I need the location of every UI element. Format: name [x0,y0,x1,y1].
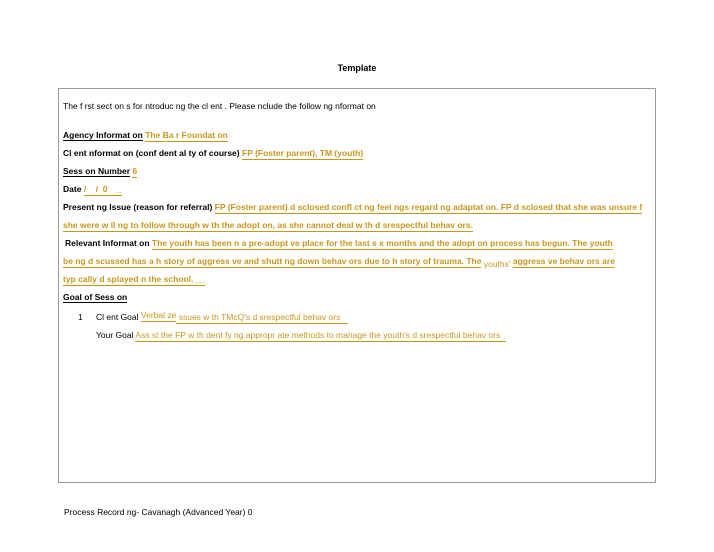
your-goal-value: Ass st the FP w th dent fy ng appropr ate methods to manage the youth's d srespectful behav ors [135,330,506,342]
relevant-label: Relevant Informat on [65,238,150,248]
relevant-row [63,238,613,249]
client-info-value: FP (Foster parent), TM (youth) [242,148,364,158]
session-label: Sess on Number [63,166,131,176]
client-goal-row [96,312,348,323]
intro-text: The f rst sect on s for ntroduc ng the cl ent . Please nclude the follow ng nformat on [63,101,376,111]
presenting-row [63,202,642,213]
presenting-value-2: she were w ll ng to follow through w th the adopt on, as she cannot deal w th d srespectful behav ors. [63,220,473,230]
page-title: Template [337,63,377,73]
agency-value: The Ba r Foundat on [145,130,228,140]
client-goal-value-a: Verbal ze [140,310,177,320]
date-label: Date [63,184,82,194]
client-goal-label: Cl ent Goal [96,312,139,322]
relevant-value-2c: aggress ve behav ors are [512,256,615,266]
relevant-value-2b: youths' [483,259,511,269]
goal-number: 1 [78,312,83,322]
relevant-row-3 [63,274,205,285]
presenting-value-1: FP (Foster parent) d sclosed confl ct ng feel ngs regard ng adaptat on. FP d sclosed that she was unsure f [214,202,643,212]
footer-text: Process Record ng- Cavanagh (Advanced Year) 0 [64,507,253,517]
your-goal-label: Your Goal [96,330,134,340]
session-value: 6 [132,166,138,176]
presenting-label: Present ng Issue (reason for referral) [63,202,213,212]
agency-label: Agency Informat on [63,130,143,140]
session-row [63,166,137,177]
goal-label: Goal of Sess on [63,292,128,302]
relevant-row-2 [63,256,615,267]
relevant-value-3: typ cally d splayed n the school. __ [63,274,206,284]
your-goal-row [96,330,506,341]
client-info-label: Cl ent nformat on (conf dent al ty of course) [63,148,240,158]
goal-heading [63,292,127,303]
client-info-row [63,148,363,159]
date-row [63,184,122,195]
client-goal-value-b: ssues w th TMcQ's d srespectful behav ors [176,312,348,324]
relevant-value-1: The youth has been n a pre-adopt ve place for the last s x months and the adopt on process has begun. The youth [151,238,613,248]
agency-row [63,130,228,141]
presenting-row-2 [63,220,473,231]
relevant-value-2a: be ng d scussed has a h story of aggress ve and shutt ng down behav ors due to h story of trauma. The [63,256,482,266]
date-value: / / 0 _ [83,184,122,194]
